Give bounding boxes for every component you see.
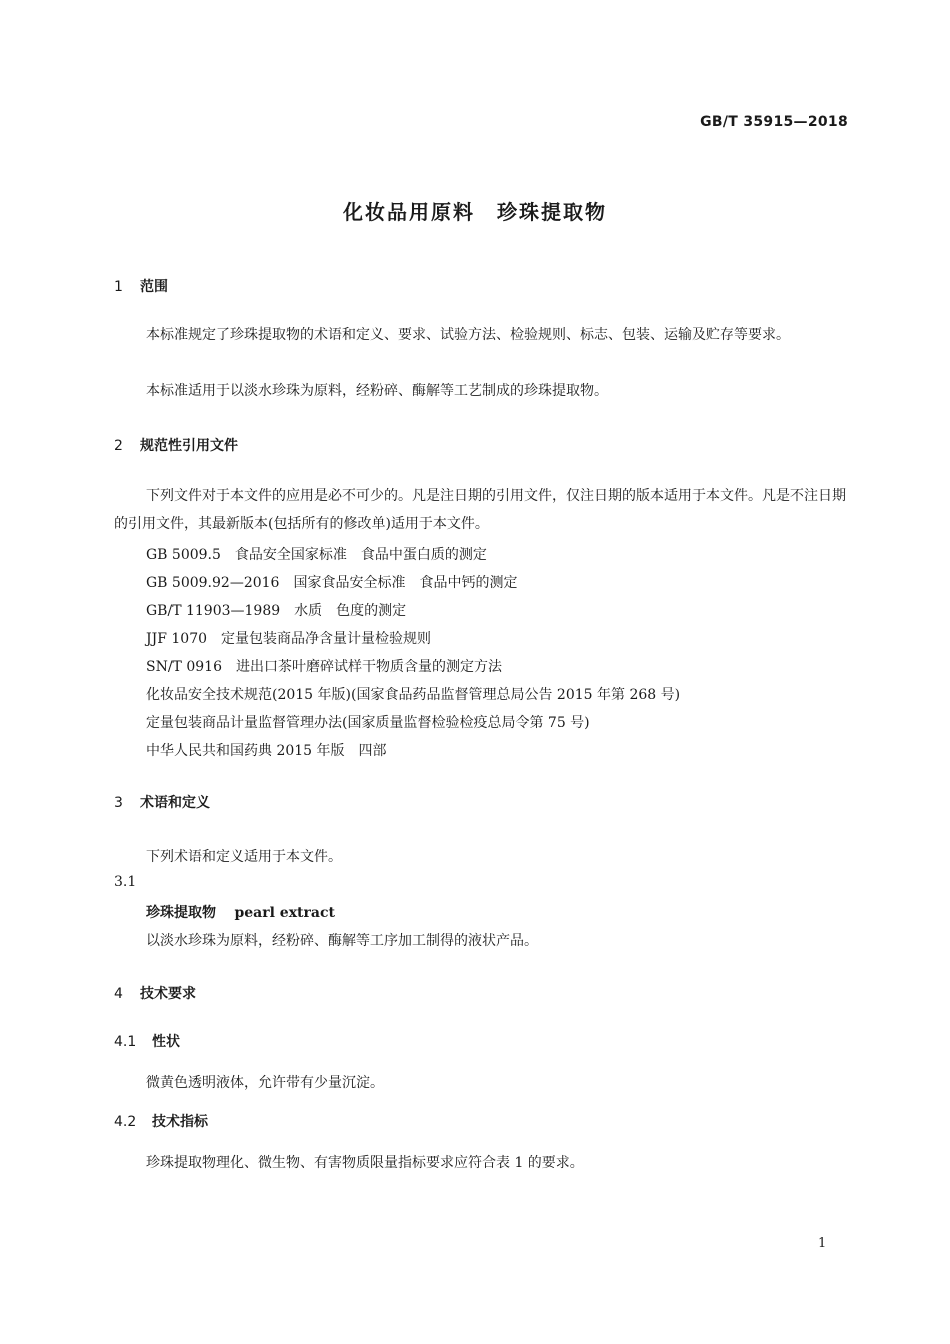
- document-title: 化妆品用原料 珍珠提取物: [343, 200, 607, 224]
- term-entry: [146, 902, 335, 922]
- section-3-heading: [114, 792, 210, 812]
- section-1-heading: [114, 276, 168, 296]
- section-4-1-paragraph: 微黄色透明液体，允许带有少量沉淀。: [146, 1075, 384, 1091]
- reference-item: GB 5009.92—2016 国家食品安全标准 食品中钙的测定: [146, 575, 518, 591]
- section-title: 规范性引用文件: [140, 438, 238, 454]
- section-title: 术语和定义: [140, 795, 210, 811]
- section-4-1-heading: [114, 1031, 180, 1051]
- standard-number: GB/T 35915—2018: [700, 114, 848, 130]
- section-title: 技术指标: [152, 1114, 208, 1130]
- section-1-paragraph-1: [114, 321, 850, 349]
- paragraph-text: 下列文件对于本文件的应用是必不可少的。凡是注日期的引用文件，仅注日期的版本适用于本文件。凡是不注日期的引用文件，其最新版本(包括所有的修改单)适用于本文件。: [114, 488, 846, 532]
- section-title: 技术要求: [140, 986, 196, 1002]
- section-number: 1: [114, 279, 123, 295]
- section-number: 4.2: [114, 1114, 137, 1130]
- term-english: pearl extract: [234, 905, 335, 921]
- term-definition: 以淡水珍珠为原料，经粉碎、酶解等工序加工制得的液状产品。: [146, 933, 538, 949]
- section-2-paragraph-1: [114, 482, 850, 538]
- reference-item: 化妆品安全技术规范(2015 年版)(国家食品药品监督管理总局公告 2015 年第 268 号): [146, 687, 681, 703]
- term-chinese: 珍珠提取物: [146, 905, 216, 921]
- paragraph-text: 本标准适用于以淡水珍珠为原料，经粉碎、酶解等工艺制成的珍珠提取物。: [146, 383, 608, 399]
- reference-item: GB 5009.5 食品安全国家标准 食品中蛋白质的测定: [146, 547, 487, 563]
- section-number: 4.1: [114, 1034, 137, 1050]
- section-1-paragraph-2: [114, 377, 850, 405]
- term-number: 3.1: [114, 874, 137, 890]
- section-4-heading: [114, 983, 196, 1003]
- section-number: 3: [114, 795, 123, 811]
- section-number: 4: [114, 986, 123, 1002]
- section-title: 性状: [152, 1034, 180, 1050]
- section-4-2-paragraph: 珍珠提取物理化、微生物、有害物质限量指标要求应符合表 1 的要求。: [146, 1155, 584, 1171]
- section-3-paragraph-1: 下列术语和定义适用于本文件。: [146, 849, 342, 865]
- reference-item: 定量包装商品计量监督管理办法(国家质量监督检验检疫总局令第 75 号): [146, 715, 590, 731]
- section-number: 2: [114, 438, 123, 454]
- reference-item: JJF 1070 定量包装商品净含量计量检验规则: [146, 631, 432, 647]
- section-2-heading: [114, 435, 238, 455]
- section-title: 范围: [140, 279, 168, 295]
- reference-item: SN/T 0916 进出口茶叶磨碎试样干物质含量的测定方法: [146, 659, 502, 675]
- reference-item: 中华人民共和国药典 2015 年版 四部: [146, 743, 387, 759]
- section-4-2-heading: [114, 1111, 208, 1131]
- paragraph-text: 本标准规定了珍珠提取物的术语和定义、要求、试验方法、检验规则、标志、包装、运输及贮存等要求。: [146, 327, 790, 343]
- page-number: 1: [818, 1236, 827, 1251]
- reference-item: GB/T 11903—1989 水质 色度的测定: [146, 603, 407, 619]
